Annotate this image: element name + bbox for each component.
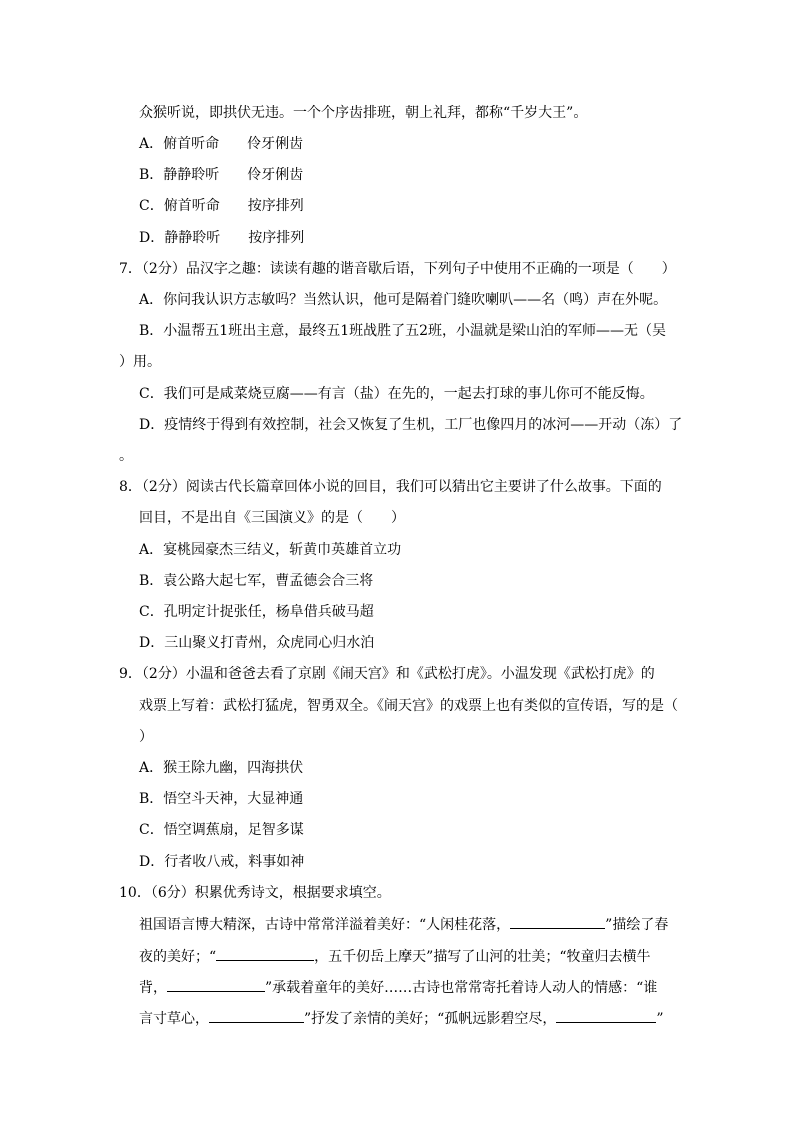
q6-option-a: A．俯首听命 伶牙俐齿 [139,136,304,152]
q7-stem: 7．（2分）品汉字之趣：读读有趣的谐音歇后语，下列句子中使用不正确的一项是（ ） [119,261,676,277]
q10-line-3-tail: ”承载着童年的美好……古诗也常常寄托着诗人动人的情感：“谁 [265,980,658,996]
answer-blank-5[interactable] [556,1008,656,1023]
q10-line-4-text: 言寸草心， [139,1011,209,1027]
answer-blank-4[interactable] [209,1008,304,1023]
q6-option-b: B．静静聆听 伶牙俐齿 [139,167,304,183]
q9-stem: 9．（2分）小温和爸爸去看了京剧《闹天宫》和《武松打虎》。小温发现《武松打虎》的 [119,666,655,682]
passage-continuation: 众猴听说，即拱伏无违。一个个序齿排班，朝上礼拜，都称“千岁大王”。 [139,105,588,121]
q7-option-a: A．你问我认识方志敏吗？当然认识，他可是隔着门缝吹喇叭——名（鸣）声在外呢。 [139,292,668,308]
q10-line-2 [139,946,651,967]
q8-option-c: C．孔明定计捉张任，杨阜借兵破马超 [139,604,374,620]
q9-option-a: A．猴王除九幽，四海拱伏 [139,760,304,776]
q10-line-4-mid: ”抒发了亲情的美好；“孤帆远影碧空尽， [304,1011,557,1027]
q9-option-d: D．行者收八戒，料事如神 [139,854,305,870]
q10-line-1 [139,914,668,935]
q7-option-b: B．小温帮五1班出主意，最终五1班战胜了五2班，小温就是梁山泊的军师——无（吴 [139,323,667,339]
q10-line-2-text: 夜的美好；“ [139,949,217,965]
q8-option-d: D．三山聚义打青州，众虎同心归水泊 [139,635,375,651]
q10-line-4 [139,1008,664,1029]
q8-option-b: B．袁公路大起七军，曹孟德会合三将 [139,573,374,589]
q10-line-2-tail: ，五千仞岳上摩天”描写了山河的壮美；“牧童归去横牛 [314,949,651,965]
q6-option-d: D．静静聆听 按序排列 [139,230,305,246]
q10-line-4-tail: ” [656,1011,664,1027]
q10-stem: 10．（6分）积累优秀诗文，根据要求填空。 [119,885,391,901]
q10-line-3 [139,977,657,998]
q10-line-1-text: 祖国语言博大精深，古诗中常常洋溢着美好：“人闲桂花落， [139,917,511,933]
q10-line-1-tail: ”描绘了春 [605,917,669,933]
q7-option-d: D．疫情终于得到有效控制，社会又恢复了生机，工厂也像四月的冰河——开动（冻）了 [139,417,683,433]
q9-stem-continued: 戏票上写着：武松打猛虎，智勇双全。《闹天宫》的戏票上也有类似的宣传语，写的是（ [139,698,678,714]
answer-blank-3[interactable] [167,977,265,992]
q8-stem: 8．（2分）阅读古代长篇章回体小说的回目，我们可以猜出它主要讲了什么故事。下面的 [119,479,662,495]
q10-line-3-text: 背， [139,980,167,996]
answer-blank-1[interactable] [510,914,605,929]
q7-option-b-continued: ）用。 [119,354,161,370]
q9-option-b: B．悟空斗天神，大显神通 [139,791,304,807]
q9-option-c: C．悟空调蕉扇，足智多谋 [139,822,304,838]
q9-stem-end: ） [139,729,153,745]
q8-stem-continued: 回目，不是出自《三国演义》的是（ ） [139,510,405,526]
answer-blank-2[interactable] [216,946,314,961]
q7-option-c: C．我们可是咸菜烧豆腐——有言（盐）在先的，一起去打球的事儿你可不能反悔。 [139,386,654,402]
q7-option-d-continued: 。 [119,448,133,464]
q8-option-a: A．宴桃园豪杰三结义，斩黄巾英雄首立功 [139,542,402,558]
q6-option-c: C．俯首听命 按序排列 [139,198,304,214]
